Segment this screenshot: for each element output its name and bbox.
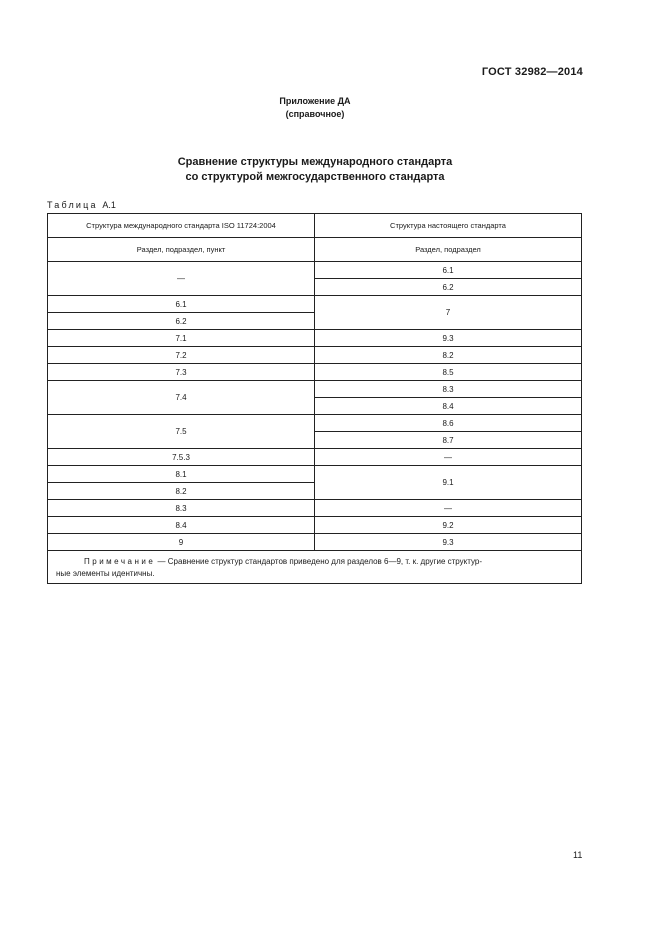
- table-row: [48, 296, 582, 313]
- note-lead: Примечание: [84, 557, 156, 566]
- appendix-heading: [0, 95, 630, 121]
- page-number: 11: [573, 850, 583, 860]
- table-subheader-row: [48, 238, 582, 262]
- table-row: [48, 449, 582, 466]
- table-cell-right: 9.2: [315, 517, 582, 534]
- table-header-row: [48, 214, 582, 238]
- heading-line-2: со структурой межгосударственного стандарта: [185, 171, 445, 183]
- table-cell-left: 7.5: [48, 415, 315, 449]
- table-row: [48, 500, 582, 517]
- table-cell-right: 9.1: [315, 466, 582, 500]
- table-cell-right: 8.2: [315, 347, 582, 364]
- note-text: — Сравнение структур стандартов приведено для разделов 6—9, т. к. другие структур-: [157, 557, 482, 566]
- table-caption: [47, 200, 116, 210]
- heading-line-1: Сравнение структуры международного стандарта: [177, 156, 453, 168]
- table-cell-left: 7.4: [48, 381, 315, 415]
- col2-header: Структура настоящего стандарта: [315, 214, 582, 238]
- table-cell-right: —: [315, 449, 582, 466]
- table-row: [48, 415, 582, 432]
- table-cell-left: 7.5.3: [48, 449, 315, 466]
- table-row: [48, 364, 582, 381]
- table-cell-right: 9.3: [315, 330, 582, 347]
- table-cell-left: 8.1: [48, 466, 315, 483]
- table-cell-left: 8.2: [48, 483, 315, 500]
- table-cell-right: 8.5: [315, 364, 582, 381]
- table-note-row: [48, 551, 582, 584]
- table-cell-right: 8.3: [315, 381, 582, 398]
- table-caption-word: Таблица: [47, 200, 98, 210]
- table-row: [48, 262, 582, 279]
- table-cell-left: 7.2: [48, 347, 315, 364]
- col1-header: Структура международного стандарта ISO 11724:2004: [48, 214, 315, 238]
- table-cell-left: —: [48, 262, 315, 296]
- document-code: ГОСТ 32982—2014: [481, 66, 583, 78]
- table-cell-right: 8.6: [315, 415, 582, 432]
- table-row: [48, 347, 582, 364]
- table-cell-left: 6.2: [48, 313, 315, 330]
- table-cell-left: 7.1: [48, 330, 315, 347]
- table-cell-left: 8.4: [48, 517, 315, 534]
- table-cell-right: 6.2: [315, 279, 582, 296]
- table-cell-left: 9: [48, 534, 315, 551]
- table-cell-right: 6.1: [315, 262, 582, 279]
- table-row: [48, 517, 582, 534]
- table-cell-right: 8.4: [315, 398, 582, 415]
- table-cell-right: 7: [315, 296, 582, 330]
- note-text-continuation: ные элементы идентичны.: [56, 569, 155, 578]
- table-cell-right: —: [315, 500, 582, 517]
- section-heading: [0, 155, 630, 185]
- table-cell-right: 8.7: [315, 432, 582, 449]
- table-cell-left: 7.3: [48, 364, 315, 381]
- col2-subheader: Раздел, подраздел: [315, 238, 582, 262]
- table-cell-left: 8.3: [48, 500, 315, 517]
- table-note: [48, 551, 582, 584]
- appendix-title: Приложение ДА: [279, 96, 351, 106]
- table-cell-left: 6.1: [48, 296, 315, 313]
- table-row: [48, 534, 582, 551]
- table-row: [48, 330, 582, 347]
- table-cell-right: 9.3: [315, 534, 582, 551]
- table-row: [48, 381, 582, 398]
- appendix-subtitle: (справочное): [285, 109, 345, 119]
- table-caption-number: А.1: [102, 200, 116, 210]
- table-row: [48, 466, 582, 483]
- col1-subheader: Раздел, подраздел, пункт: [48, 238, 315, 262]
- comparison-table: [47, 213, 582, 584]
